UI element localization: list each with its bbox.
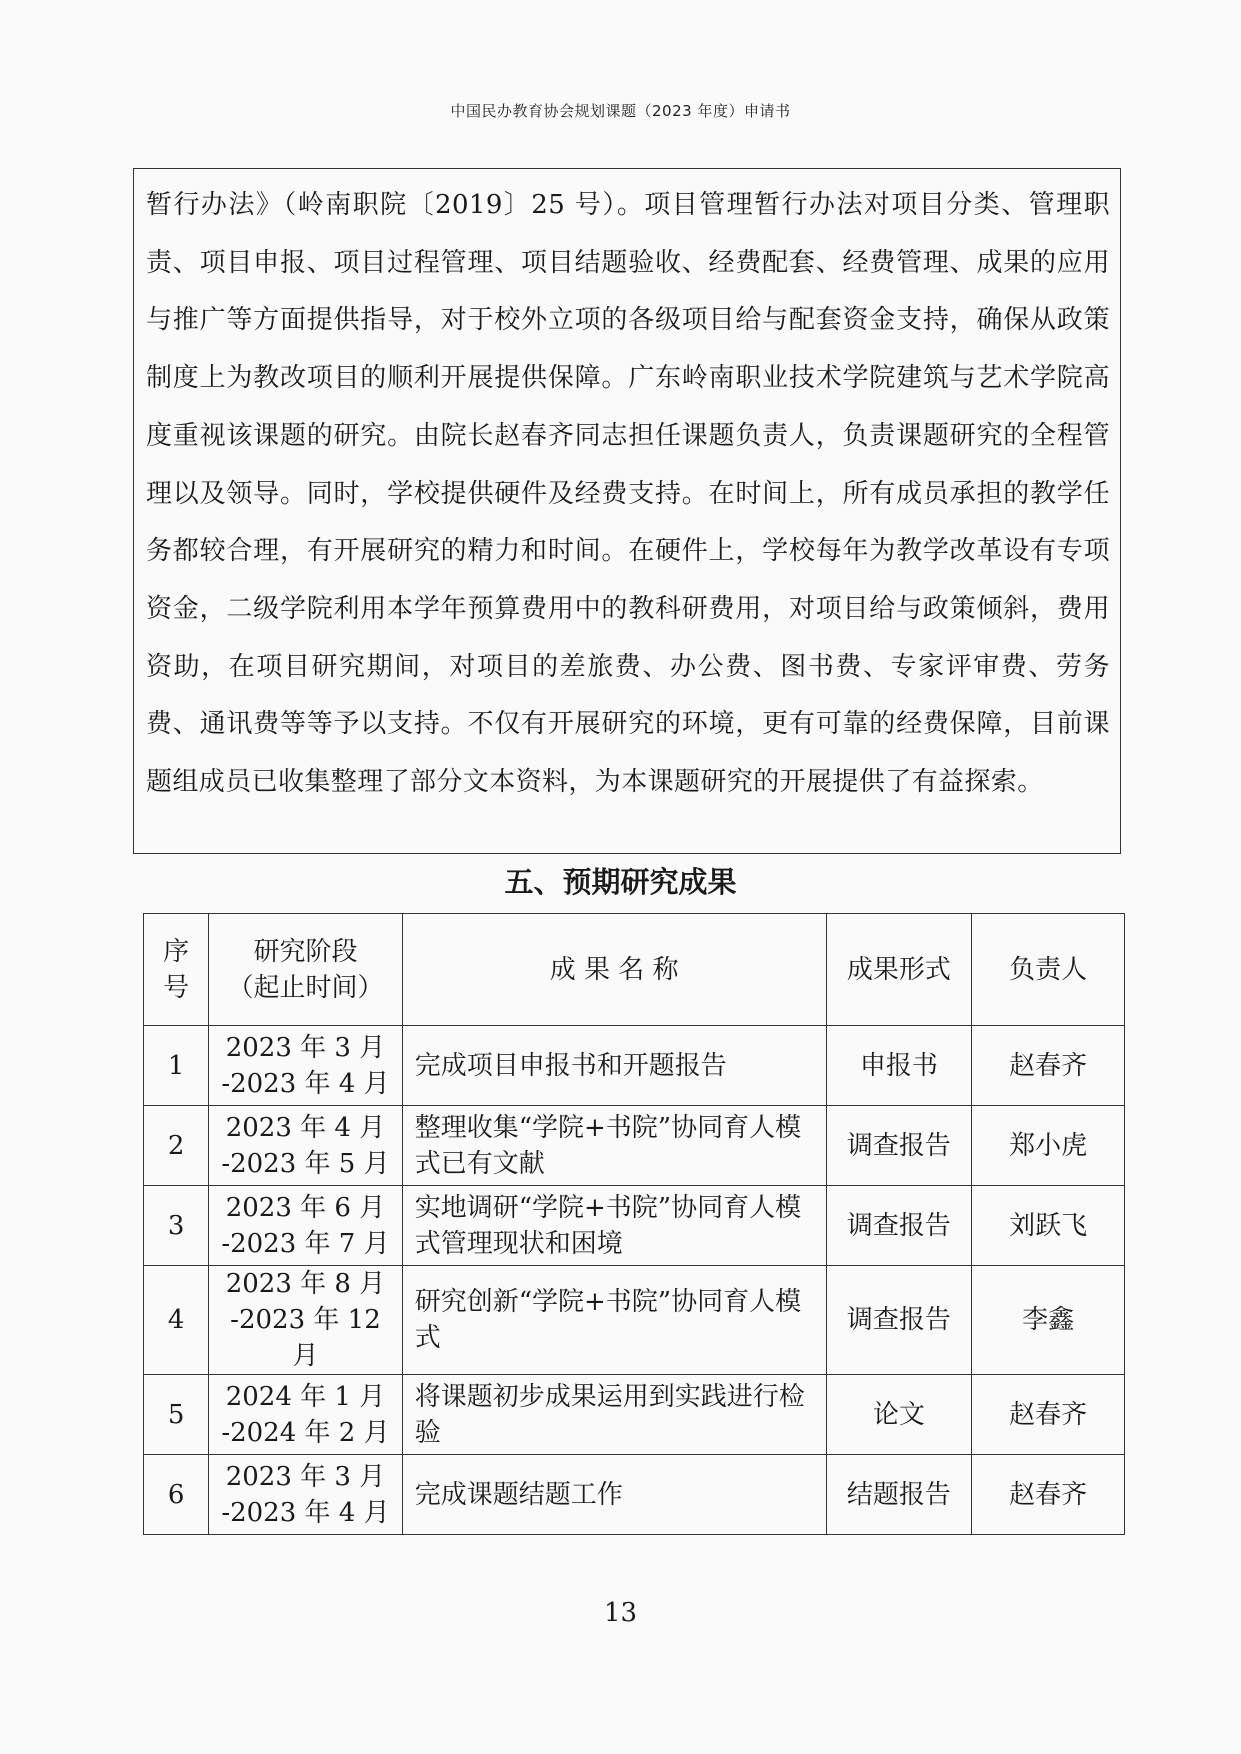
cell-form: 调查报告 (826, 1106, 972, 1186)
table-row (144, 1106, 1125, 1186)
cell-no: 6 (144, 1455, 209, 1535)
body-paragraph: 暂行办法》（岭南职院〔2019〕25 号）。项目管理暂行办法对项目分类、管理职责、项目申报、项目过程管理、项目结题验收、经费配套、经费管理、成果的应用与推广等方面提供指导，对于校外立项的各级项目给与配套资金支持，确保从政策制度上为教改项目的顺利开展提供保障。广东岭南职业技术学院建筑与艺术学院高度重视该课题的研究。由院长赵春齐同志担任课题负责人，负责课题研究的全程管理以及领导。同时，学校提供硬件及经费支持。在时间上，所有成员承担的教学任务都较合理，有开展研究的精力和时间。在硬件上，学校每年为教学改革设有专项资金，二级学院利用本学年预算费用中的教科研费用，对项目给与政策倾斜，费用资助，在项目研究期间，对项目的差旅费、办公费、图书费、专家评审费、劳务费、通讯费等等予以支持。不仅有开展研究的环境，更有可靠的经费保障，目前课题组成员已收集整理了部分文本资料，为本课题研究的开展提供了有益探索。 (146, 190, 1110, 798)
cell-form: 结题报告 (826, 1455, 972, 1535)
header-stage: 研究阶段 （起止时间） (209, 914, 403, 1026)
cell-stage: 2023 年 3 月 -2023 年 4 月 (209, 1455, 403, 1535)
page-header: 中国民办教育协会规划课题（2023 年度）申请书 (450, 102, 791, 120)
table-row (144, 1266, 1125, 1375)
cell-name: 研究创新“学院+书院”协同育人模式 (402, 1266, 826, 1375)
cell-no: 2 (144, 1106, 209, 1186)
cell-no: 3 (144, 1186, 209, 1266)
cell-no: 5 (144, 1375, 209, 1455)
table-header-row (144, 914, 1125, 1026)
cell-form: 申报书 (826, 1026, 972, 1106)
table-row (144, 1455, 1125, 1535)
header-no: 序 号 (144, 914, 209, 1026)
cell-form: 调查报告 (826, 1266, 972, 1375)
cell-name: 完成课题结题工作 (402, 1455, 826, 1535)
cell-owner: 郑小虎 (972, 1106, 1125, 1186)
table-row (144, 1026, 1125, 1106)
table-row (144, 1186, 1125, 1266)
header-owner: 负责人 (972, 914, 1125, 1026)
header-name: 成 果 名 称 (402, 914, 826, 1026)
body-text-box (133, 168, 1121, 854)
cell-stage: 2023 年 6 月 -2023 年 7 月 (209, 1186, 403, 1266)
cell-no: 1 (144, 1026, 209, 1106)
cell-name: 将课题初步成果运用到实践进行检验 (402, 1375, 826, 1455)
cell-stage: 2023 年 8 月 -2023 年 12 月 (209, 1266, 403, 1375)
table-row (144, 1375, 1125, 1455)
cell-form: 论文 (826, 1375, 972, 1455)
cell-no: 4 (144, 1266, 209, 1375)
cell-stage: 2023 年 4 月 -2023 年 5 月 (209, 1106, 403, 1186)
expected-results-table (143, 913, 1125, 1535)
header-form: 成果形式 (826, 914, 972, 1026)
cell-stage: 2024 年 1 月 -2024 年 2 月 (209, 1375, 403, 1455)
cell-name: 整理收集“学院+书院”协同育人模式已有文献 (402, 1106, 826, 1186)
cell-stage: 2023 年 3 月 -2023 年 4 月 (209, 1026, 403, 1106)
cell-owner: 赵春齐 (972, 1455, 1125, 1535)
cell-owner: 李鑫 (972, 1266, 1125, 1375)
cell-name: 实地调研“学院+书院”协同育人模式管理现状和困境 (402, 1186, 826, 1266)
cell-owner: 刘跃飞 (972, 1186, 1125, 1266)
cell-name: 完成项目申报书和开题报告 (402, 1026, 826, 1106)
cell-form: 调查报告 (826, 1186, 972, 1266)
cell-owner: 赵春齐 (972, 1375, 1125, 1455)
section-heading: 五、预期研究成果 (504, 865, 737, 899)
cell-owner: 赵春齐 (972, 1026, 1125, 1106)
page-number: 13 (603, 1598, 638, 1628)
